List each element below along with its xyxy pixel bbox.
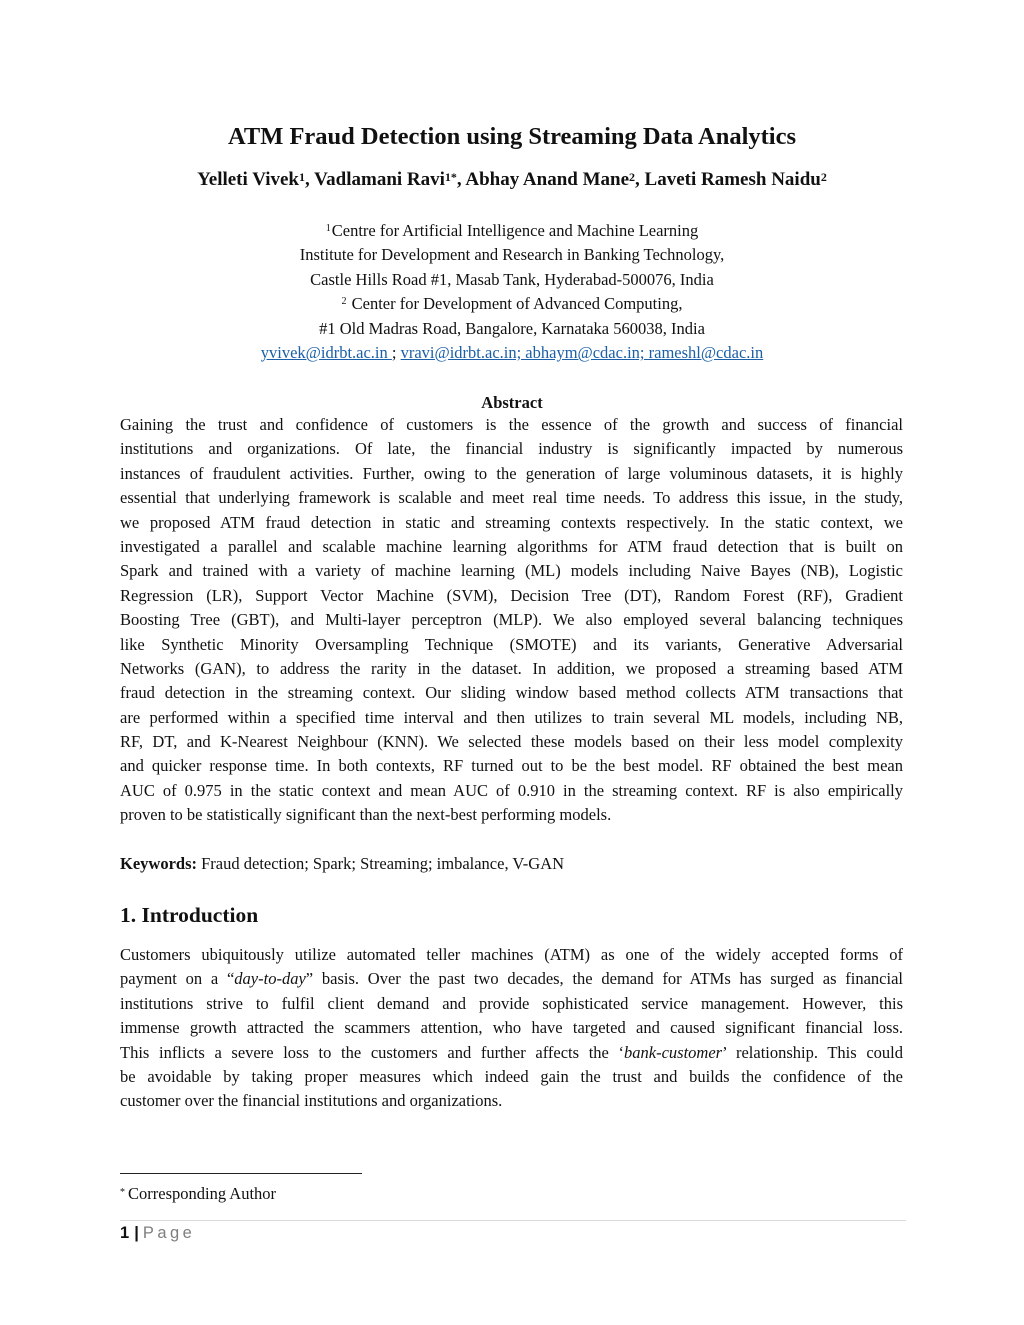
page-label: Page	[142, 1224, 196, 1242]
text-run: ” basis. Over the past two decades, the demand for ATMs has surged as financial	[305, 969, 903, 989]
text-line: Boosting Tree (GBT), and Multi-layer perceptron (MLP). We also employed several balancing techniques	[120, 610, 903, 630]
affiliation-line: Castle Hills Road #1, Masab Tank, Hyderabad-500076, India	[310, 269, 714, 289]
abstract-heading: Abstract	[481, 393, 543, 412]
author-separator: ,	[635, 169, 645, 190]
section-heading-introduction: 1. Introduction	[120, 903, 259, 927]
text-line: immense growth attracted the scammers attention, who have targeted and caused significant financial loss.	[120, 1018, 903, 1038]
text-line: are performed within a specified time interval and then utilizes to train several ML models, including NB,	[120, 707, 903, 727]
text-line: investigated a parallel and scalable machine learning algorithms for ATM fraud detection that is built on	[120, 536, 903, 556]
author-affiliation-mark: 1	[299, 170, 305, 184]
affiliation-mark: 2	[341, 296, 347, 308]
keywords	[120, 852, 564, 876]
paper-title: ATM Fraud Detection using Streaming Data Analytics	[227, 123, 797, 150]
emphasis-text: bank-customer	[624, 1042, 723, 1062]
author-affiliation-mark: 2	[820, 170, 827, 184]
footnote-divider	[120, 1173, 362, 1174]
affiliations	[0, 219, 1024, 365]
emphasis-text: day-to-day	[234, 969, 306, 989]
text-line: AUC of 0.975 in the static context and mean AUC of 0.910 in the streaming context. RF is also empirically	[120, 780, 903, 800]
author-name: Vadlamani Ravi	[314, 169, 445, 190]
text-line: institutions and organizations. Of late, the financial industry is significantly impacted by numerous	[120, 439, 903, 459]
affiliation-line	[0, 292, 1024, 316]
text-line: and quicker response time. In both contexts, RF turned out to be the best model. RF obtained the best mean	[120, 756, 903, 776]
author-name: Laveti Ramesh Naidu	[644, 169, 821, 190]
text-line: fraud detection in the streaming context. Our sliding window based method collects ATM transactions that	[120, 683, 903, 703]
text-line: Networks (GAN), to address the rarity in the dataset. In addition, we proposed a streaming based ATM	[120, 658, 903, 678]
affiliation-line: Institute for Development and Research in Banking Technology,	[299, 245, 725, 265]
keywords-text: Fraud detection; Spark; Streaming; imbalance, V-GAN	[197, 854, 565, 873]
footer-divider	[120, 1220, 906, 1221]
author-affiliation-mark: 1*	[444, 170, 457, 184]
affiliation-text: Centre for Artificial Intelligence and Machine Learning	[331, 221, 699, 240]
author-name: Abhay Anand Mane	[465, 169, 630, 190]
affiliation-line: #1 Old Madras Road, Bangalore, Karnataka 560038, India	[319, 318, 705, 338]
email-separator: ;	[391, 343, 401, 363]
text-line: customer over the financial institutions and organizations.	[120, 1091, 503, 1111]
affiliation-mark: 1	[325, 223, 331, 234]
text-line	[120, 1041, 903, 1065]
email-line	[0, 341, 1024, 365]
author-separator: ,	[456, 169, 466, 190]
text-line: essential that underlying framework is scalable and meet real time needs. To address this issue, in the study,	[120, 488, 903, 508]
text-run: ’ relationship. This could	[722, 1042, 903, 1062]
footnote	[120, 1183, 276, 1205]
text-run: This inflicts a severe loss to the customers and further affects the ‘	[120, 1042, 624, 1062]
email-link[interactable]: yvivek@idrbt.ac.in	[260, 343, 392, 363]
text-line: Gaining the trust and confidence of customers is the essence of the growth and success of financial	[120, 415, 903, 434]
author-affiliation-mark: 2	[629, 170, 636, 184]
author-name: Yelleti Vivek	[197, 169, 299, 190]
text-line: Spark and trained with a variety of machine learning (ML) models including Naive Bayes (NB), Logistic	[120, 561, 903, 581]
affiliation-text: Center for Development of Advanced Computing,	[347, 294, 683, 314]
author-separator: ,	[305, 169, 315, 190]
abstract-body	[120, 413, 903, 828]
affiliation-line	[0, 219, 1024, 243]
introduction-body	[120, 943, 903, 1114]
email-link[interactable]: vravi@idrbt.ac.in; abhaym@cdac.in; rameshl@cdac.in	[400, 343, 764, 363]
footnote-text: Corresponding Author	[128, 1184, 277, 1203]
footnote-mark: *	[120, 1187, 125, 1198]
text-line: institutions strive to fulfil client demand and provide sophisticated service management. However, this	[120, 993, 903, 1013]
text-line: be avoidable by taking proper measures which indeed gain the trust and builds the confidence of the	[120, 1066, 903, 1086]
text-line	[120, 967, 903, 991]
text-line: Customers ubiquitously utilize automated teller machines (ATM) as one of the widely accepted forms of	[120, 945, 903, 964]
text-line: proven to be statistically significant than the next-best performing models.	[120, 805, 612, 825]
text-line: we proposed ATM fraud detection in static and streaming contexts respectively. In the static context, we	[120, 512, 903, 532]
page-number: 1	[120, 1224, 130, 1242]
text-line: like Synthetic Minority Oversampling Technique (SMOTE) and its variants, Generative Adversarial	[120, 634, 903, 654]
text-line: instances of fraudulent activities. Further, owing to the generation of large voluminous datasets, it is highly	[120, 463, 903, 483]
text-line: Regression (LR), Support Vector Machine (SVM), Decision Tree (DT), Random Forest (RF), Gradient	[120, 585, 903, 605]
text-run: payment on a “	[120, 969, 235, 989]
page-footer	[120, 1222, 195, 1244]
text-line: RF, DT, and K-Nearest Neighbour (KNN). We selected these models based on their less model complexity	[120, 732, 903, 752]
author-list	[0, 167, 1024, 193]
keywords-label: Keywords:	[120, 854, 197, 873]
footer-separator: |	[134, 1224, 139, 1242]
